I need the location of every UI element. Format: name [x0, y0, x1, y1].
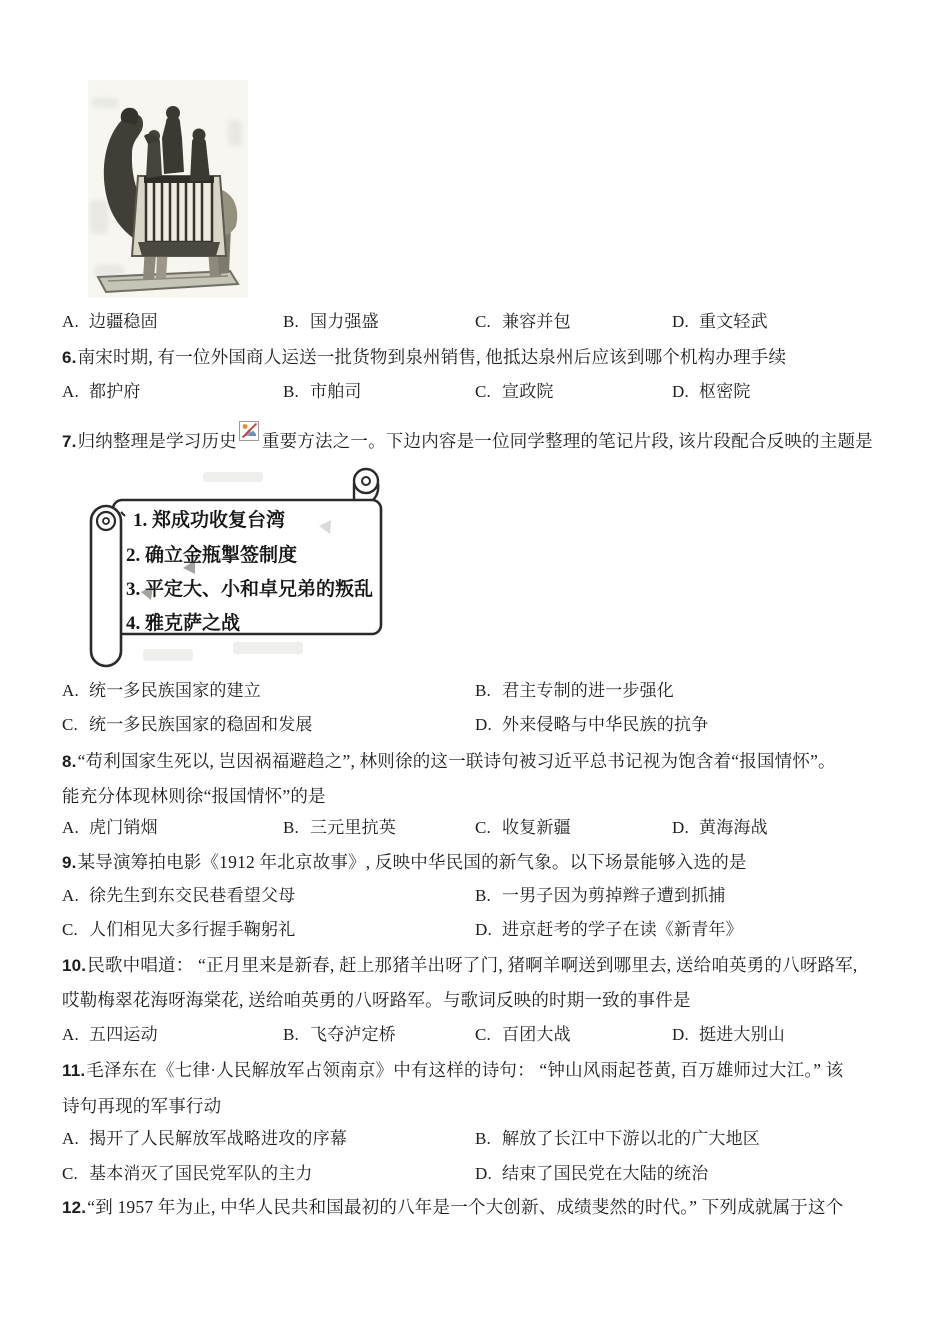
q11-option-c: C. 基本消灭了国民党军队的主力	[62, 1164, 313, 1183]
q9-options-row-2	[0, 919, 950, 945]
q8-option-d: D. 黄海海战	[672, 818, 768, 837]
q11-option-a: A. 揭开了人民解放军战略进攻的序幕	[62, 1129, 347, 1148]
q11-stem-line1: 11.毛泽东在《七律·人民解放军占领南京》中有这样的诗句： “钟山风雨起苍黄, 百万雄师过大江。” 该	[62, 1060, 844, 1080]
q10-option-a: A. 五四运动	[62, 1025, 158, 1044]
q7-option-c: C. 统一多民族国家的稳固和发展	[62, 715, 313, 734]
q11-options-row-1	[0, 1128, 950, 1154]
q7-option-d: D. 外来侵略与中华民族的抗争	[475, 715, 709, 734]
q11-option-d: D. 结束了国民党在大陆的统治	[475, 1164, 709, 1183]
q8-option-a: A. 虎门销烟	[62, 818, 158, 837]
q7-options-row-2	[0, 714, 950, 740]
q5-option-b: B. 国力强盛	[283, 312, 379, 331]
scroll-item-2: 2. 确立金瓶掣签制度	[126, 545, 298, 566]
q7-stem: 7.归纳整理是学习历史 重要方法之一。下边内容是一位同学整理的笔记片段, 该片段配合反映的主题是	[62, 421, 922, 453]
q5-option-a: A. 边疆稳固	[62, 312, 158, 331]
q10-stem-line1: 10.民歌中唱道： “正月里来是新春, 赶上那猪羊出呀了门, 猪啊羊啊送到哪里去, 送给咱英勇的八呀路军,	[62, 955, 858, 975]
q11-stem-line2: 诗句再现的军事行动	[62, 1096, 222, 1116]
q7-option-b: B. 君主专制的进一步强化	[475, 681, 674, 700]
q5-option-d: D. 重文轻武	[672, 312, 768, 331]
q12-stem-line1: 12.“到 1957 年为止, 中华人民共和国最初的八年是一个大创新、成绩斐然的时代。” 下列成就属于这个	[62, 1197, 844, 1217]
q9-option-d: D. 进京赶考的学子在读《新青年》	[475, 920, 743, 939]
q9-options-row-1	[0, 885, 950, 911]
q8-stem-line2: 能充分体现林则徐“报国情怀”的是	[62, 786, 326, 806]
q9-stem: 9.某导演筹拍电影《1912 年北京故事》, 反映中华民国的新气象。以下场景能够入选的是	[62, 852, 747, 872]
q6-option-b: B. 市舶司	[283, 382, 362, 401]
q5-options-row	[0, 311, 950, 337]
q8-options-row	[0, 817, 950, 843]
q6-stem: 6.南宋时期, 有一位外国商人运送一批货物到泉州销售, 他抵达泉州后应该到哪个机构办理手续	[62, 347, 787, 367]
q6-option-d: D. 枢密院	[672, 382, 751, 401]
q11-options-row-2	[0, 1163, 950, 1189]
q11-option-b: B. 解放了长江中下游以北的广大地区	[475, 1129, 760, 1148]
scroll-outline	[83, 464, 391, 672]
q8-option-c: C. 收复新疆	[475, 818, 571, 837]
q9-option-c: C. 人们相见大多行握手鞠躬礼	[62, 920, 296, 939]
q8-stem-line1: 8.“苟利国家生死以, 岂因祸福避趋之”, 林则徐的这一联诗句被习近平总书记视为饱含着“报国情怀”。	[62, 751, 836, 771]
scroll-item-1: 1. 郑成功收复台湾	[133, 510, 286, 531]
q5-option-c: C. 兼容并包	[475, 312, 571, 331]
q8-option-b: B. 三元里抗英	[283, 818, 396, 837]
q9-option-b: B. 一男子因为剪掉辫子遭到抓捕	[475, 886, 726, 905]
q10-stem-line2: 哎勒梅翠花海呀海棠花, 送给咱英勇的八呀路军。与歌词反映的时期一致的事件是	[62, 990, 691, 1010]
q9-option-a: A. 徐先生到东交民巷看望父母	[62, 886, 296, 905]
q6-option-a: A. 都护府	[62, 382, 141, 401]
q10-options-row	[0, 1024, 950, 1050]
q10-option-b: B. 飞夺泸定桥	[283, 1025, 396, 1044]
scroll-item-4: 4. 雅克萨之战	[126, 613, 241, 634]
q7-options-row-1	[0, 680, 950, 706]
broken-image-icon	[239, 421, 259, 441]
q7-option-a: A. 统一多民族国家的建立	[62, 681, 261, 700]
q6-options-row	[0, 381, 950, 407]
scroll-note-figure	[83, 464, 391, 672]
q6-option-c: C. 宣政院	[475, 382, 554, 401]
scroll-item-3: 3. 平定大、小和卓兄弟的叛乱	[126, 579, 374, 600]
camel-figurine-image	[88, 80, 248, 298]
q10-option-d: D. 挺进大别山	[672, 1025, 785, 1044]
q10-option-c: C. 百团大战	[475, 1025, 571, 1044]
